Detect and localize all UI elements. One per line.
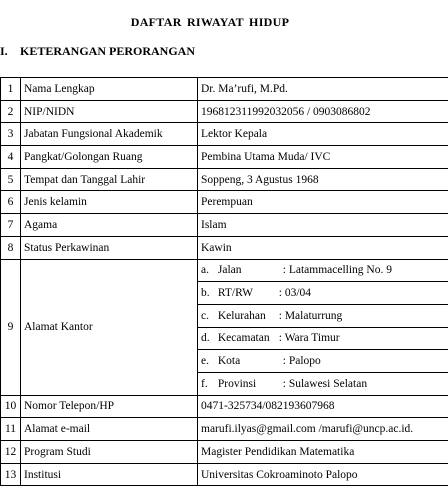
address-item-label: Provinsi [217, 377, 257, 390]
field-value: Magister Pendidikan Matematika [198, 441, 448, 464]
address-item [198, 372, 448, 395]
field-label: Nomor Telepon/HP [21, 395, 198, 418]
address-item-letter: f. [201, 377, 208, 390]
document-title: DAFTAR RIWAYAT HIDUP [130, 15, 290, 29]
table-row [1, 191, 448, 214]
field-label: Program Studi [21, 441, 198, 464]
field-label: Alamat e-mail [21, 418, 198, 441]
table-row [1, 168, 448, 191]
address-item-value: : Sulawesi Selatan [282, 377, 368, 390]
address-item-label: Jalan [217, 264, 242, 277]
row-number: 13 [1, 463, 21, 486]
field-value: Universitas Cokroaminoto Palopo [198, 463, 448, 486]
table-row [1, 418, 448, 441]
address-item-value: : 03/04 [278, 287, 312, 300]
address-item-value: : Latammacelling No. 9 [282, 264, 392, 277]
field-label: Jenis kelamin [21, 191, 198, 214]
table-row [1, 463, 448, 486]
field-label: Agama [21, 214, 198, 237]
field-label: Jabatan Fungsional Akademik [21, 123, 198, 146]
address-item-label: RT/RW [217, 287, 253, 300]
row-number: 2 [1, 100, 21, 123]
field-value: Islam [198, 214, 448, 237]
address-item [198, 350, 448, 373]
section-title: KETERANGAN PERORANGAN [20, 44, 196, 58]
row-number: 11 [1, 418, 21, 441]
field-label: Nama Lengkap [21, 78, 198, 101]
field-value: Lektor Kepala [198, 123, 448, 146]
personal-info-table [0, 77, 448, 486]
field-value: marufi.ilyas@gmail.com /marufi@uncp.ac.id. [198, 418, 448, 441]
address-item [198, 304, 448, 327]
table-row [1, 236, 448, 259]
row-number: 12 [1, 441, 21, 464]
address-item-label: Kecamatan [217, 332, 270, 345]
field-value: 196812311992032056 / 0903086802 [198, 100, 448, 123]
field-label: Tempat dan Tanggal Lahir [21, 168, 198, 191]
field-value: Soppeng, 3 Agustus 1968 [198, 168, 448, 191]
table-row [1, 395, 448, 418]
field-label: NIP/NIDN [21, 100, 198, 123]
row-number: 7 [1, 214, 21, 237]
field-label: Pangkat/Golongan Ruang [21, 146, 198, 169]
address-item-label: Kelurahan [217, 309, 266, 322]
table-row [1, 78, 448, 101]
field-value: Kawin [198, 236, 448, 259]
address-item [198, 259, 448, 282]
table-row [1, 123, 448, 146]
row-number: 4 [1, 146, 21, 169]
address-item [198, 282, 448, 305]
row-number: 9 [1, 259, 21, 395]
row-number: 1 [1, 78, 21, 101]
address-item-letter: b. [201, 287, 210, 300]
address-item-letter: e. [201, 355, 209, 368]
table-row-address [1, 259, 448, 282]
table-row [1, 100, 448, 123]
field-label: Alamat Kantor [21, 259, 198, 395]
address-item-value: : Palopo [282, 355, 321, 368]
field-value: 0471-325734/082193607968 [198, 395, 448, 418]
row-number: 8 [1, 236, 21, 259]
address-item [198, 327, 448, 350]
table-row [1, 214, 448, 237]
row-number: 6 [1, 191, 21, 214]
table-row [1, 146, 448, 169]
address-item-letter: d. [201, 332, 210, 345]
address-item-letter: c. [201, 309, 209, 322]
field-value: Perempuan [198, 191, 448, 214]
address-item-letter: a. [201, 264, 209, 277]
field-label: Status Perkawinan [21, 236, 198, 259]
row-number: 5 [1, 168, 21, 191]
row-number: 10 [1, 395, 21, 418]
field-value: Pembina Utama Muda/ IVC [198, 146, 448, 169]
address-item-value: : Wara Timur [278, 332, 340, 345]
address-item-label: Kota [217, 355, 241, 368]
table-row [1, 441, 448, 464]
section-number: I. [0, 44, 8, 58]
row-number: 3 [1, 123, 21, 146]
address-item-value: : Malaturrung [278, 309, 343, 322]
field-label: Institusi [21, 463, 198, 486]
field-value: Dr. Ma’rufi, M.Pd. [198, 78, 448, 101]
section-heading [0, 44, 195, 59]
